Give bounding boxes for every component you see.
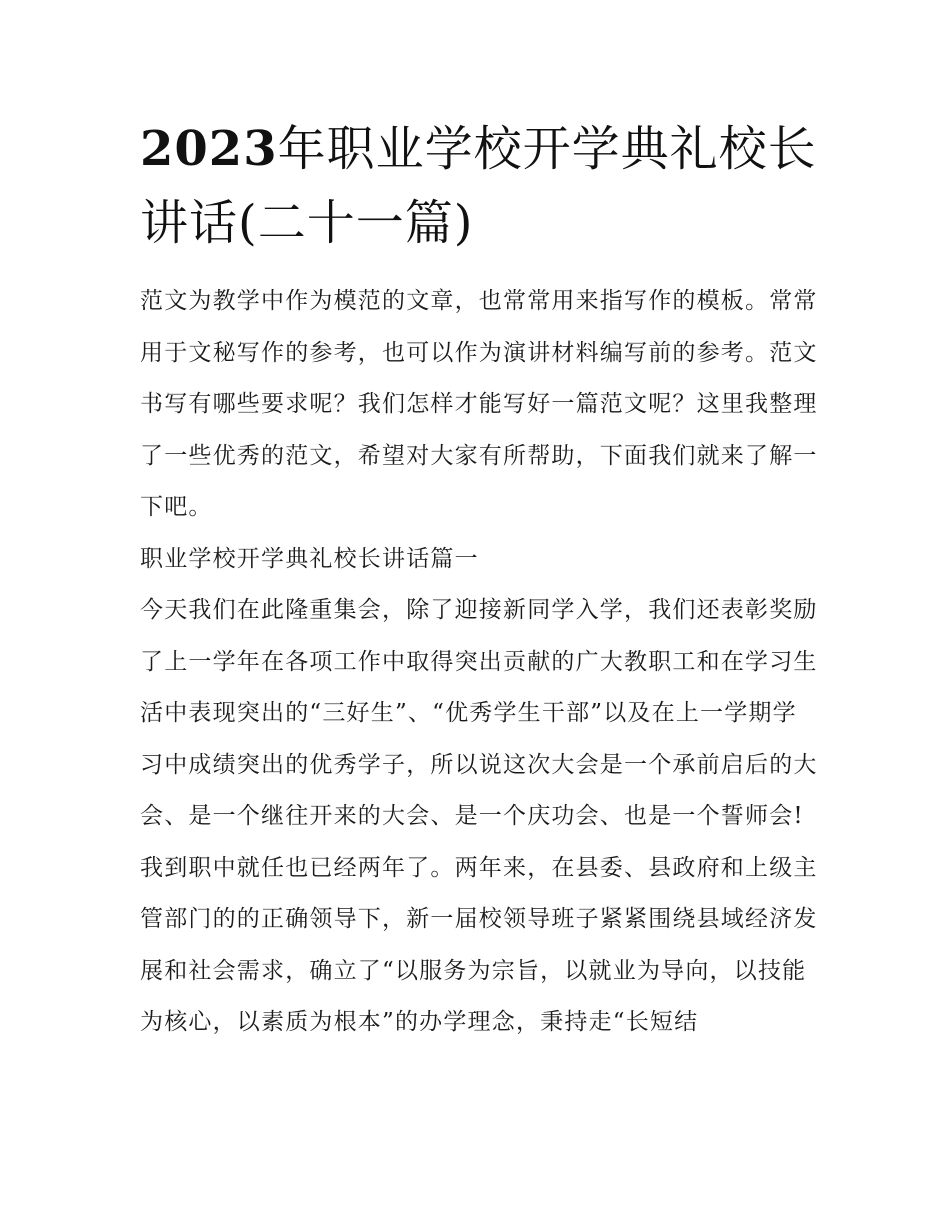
body-paragraph-1: 今天我们在此隆重集会，除了迎接新同学入学，我们还表彰奖励了上一学年在各项工作中取得突出贡献的广大教职工和在学习生活中表现突出的“三好生”、“优秀学生干部”以及在上一学期学习中成绩突出的优秀学子，所以说这次大会是一个承前启后的大会、是一个继往开来的大会、是一个庆功会、也是一个誓师会! xyxy=(140,597,818,829)
body-paragraph-2: 我到职中就任也已经两年了。两年来，在县委、县政府和上级主管部门的的正确领导下，新一届校领导班子紧紧围绕县域经济发展和社会需求，确立了“以服务为宗旨，以就业为导向，以技能为核心，以素质为根本”的办学理念，秉持走“长短结 xyxy=(140,854,818,1035)
title-year: 2023 xyxy=(140,121,278,177)
section-heading: 职业学校开学典礼校长讲话篇一 xyxy=(140,545,479,572)
title-text: 年职业学校开学典礼校长讲话(二十一篇) xyxy=(140,121,817,251)
document-body xyxy=(140,276,820,1049)
intro-paragraph: 范文为教学中作为模范的文章，也常常用来指写作的模板。常常用于文秘写作的参考，也可以作为演讲材料编写前的参考。范文书写有哪些要求呢？我们怎样才能写好一篇范文呢？这里我整理了一些优秀的范文，希望对大家有所帮助，下面我们就来了解一下吧。 xyxy=(140,288,818,520)
document-title xyxy=(140,112,820,260)
